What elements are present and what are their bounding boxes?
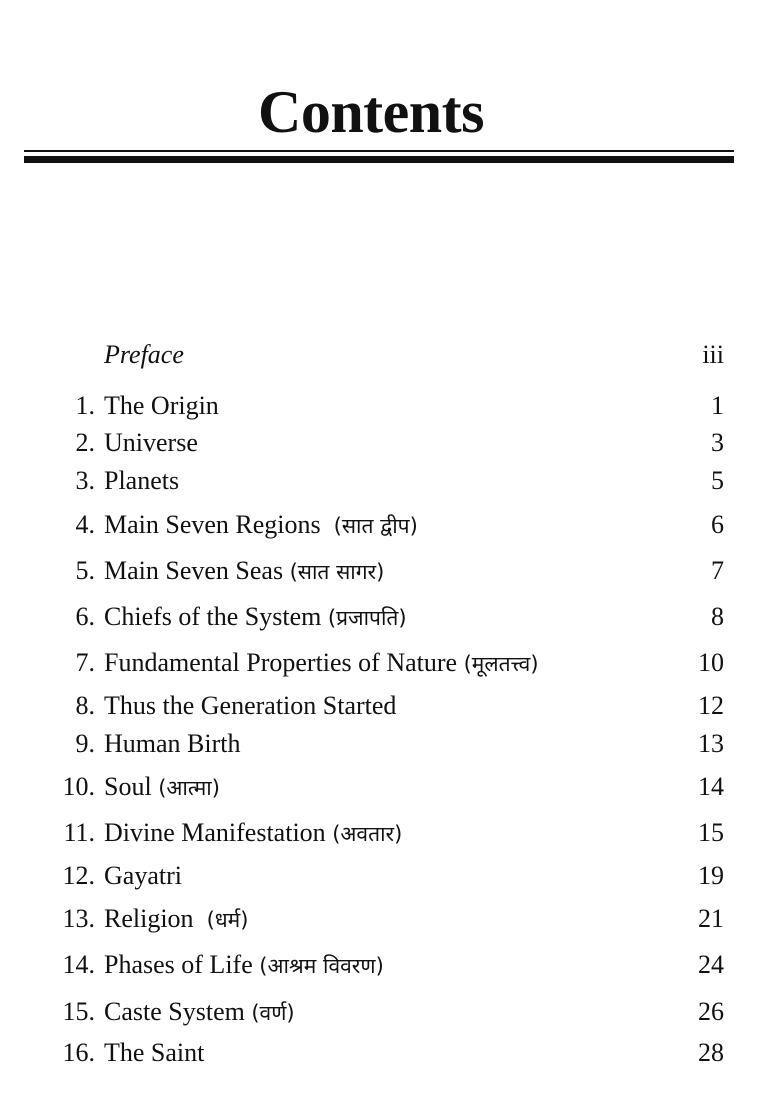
entry-hindi: (मूलतत्त्व) [463, 652, 539, 676]
entry-number: 3. [75, 466, 95, 495]
entry-number: 12. [62, 861, 95, 890]
entry-title: The Saint [104, 1038, 205, 1067]
toc-entry[interactable] [0, 507, 780, 543]
entry-page: 1 [711, 391, 724, 420]
entry-title: Main Seven Regions (सात द्वीप) [104, 510, 418, 539]
entry-page: 6 [711, 510, 724, 539]
entry-title: Thus the Generation Started [104, 691, 397, 720]
entry-page: iii [702, 340, 724, 369]
toc-entry-preface[interactable] [0, 337, 780, 373]
entry-page: 14 [698, 772, 724, 801]
entry-title: Fundamental Properties of Nature (मूलतत्त्व) [104, 648, 539, 677]
entry-page: 5 [711, 466, 724, 495]
toc-entry[interactable] [0, 599, 780, 635]
entry-hindi: (आश्रम विवरण) [259, 954, 384, 978]
entry-hindi: (अवतार) [332, 822, 403, 846]
entry-page: 26 [698, 997, 724, 1026]
entry-title: Caste System (वर्ण) [104, 997, 295, 1026]
entry-title: Chiefs of the System (प्रजापति) [104, 602, 407, 631]
entry-hindi: (वर्ण) [251, 1001, 295, 1025]
entry-title: Preface [104, 340, 184, 369]
title-rule-thick [24, 156, 734, 163]
toc-entry[interactable] [0, 901, 780, 937]
entry-number: 10. [62, 772, 95, 801]
entry-title: Planets [104, 466, 180, 495]
entry-hindi: (धर्म) [206, 908, 249, 932]
toc-entry[interactable] [0, 815, 780, 851]
toc-entry[interactable] [0, 947, 780, 983]
entry-number: 9. [75, 729, 95, 758]
entry-number: 13. [62, 904, 95, 933]
entry-number: 2. [75, 428, 95, 457]
entry-page: 19 [698, 861, 724, 890]
title-rule-thin [24, 150, 734, 152]
entry-page: 21 [698, 904, 724, 933]
entry-page: 10 [698, 648, 724, 677]
entry-number: 4. [75, 510, 95, 539]
entry-title: Human Birth [104, 729, 241, 758]
entry-title: The Origin [104, 391, 219, 420]
entry-page: 13 [698, 729, 724, 758]
entry-title: Phases of Life (आश्रम विवरण) [104, 950, 384, 979]
entry-number: 14. [62, 950, 95, 979]
entry-number: 16. [62, 1038, 95, 1067]
entry-page: 15 [698, 818, 724, 847]
toc-entry[interactable] [0, 769, 780, 805]
entry-page: 8 [711, 602, 724, 631]
entry-hindi: (आत्मा) [158, 776, 220, 800]
entry-page: 3 [711, 428, 724, 457]
toc-entry[interactable] [0, 1035, 780, 1071]
toc-entry[interactable] [0, 553, 780, 589]
toc-entry[interactable] [0, 994, 780, 1030]
entry-number: 11. [63, 818, 95, 847]
toc-entry[interactable] [0, 463, 780, 499]
toc-entry[interactable] [0, 425, 780, 461]
entry-page: 7 [711, 556, 724, 585]
page-title: Contents [257, 79, 484, 145]
entry-title: Universe [104, 428, 198, 457]
entry-hindi: (प्रजापति) [327, 606, 407, 630]
entry-number: 5. [75, 556, 95, 585]
toc-entry[interactable] [0, 645, 780, 681]
toc-entry[interactable] [0, 726, 780, 762]
entry-number: 7. [75, 648, 95, 677]
entry-hindi: (सात द्वीप) [333, 514, 418, 538]
toc-entry[interactable] [0, 688, 780, 724]
entry-page: 28 [698, 1038, 724, 1067]
entry-number: 8. [75, 691, 95, 720]
entry-number: 15. [62, 997, 95, 1026]
entry-number: 6. [75, 602, 95, 631]
toc-entry[interactable] [0, 388, 780, 424]
entry-title: Main Seven Seas (सात सागर) [104, 556, 385, 585]
entry-page: 24 [698, 950, 724, 979]
entry-title: Divine Manifestation (अवतार) [104, 818, 403, 847]
toc-entry[interactable] [0, 858, 780, 894]
entry-hindi: (सात सागर) [289, 560, 385, 584]
entry-number: 1. [75, 391, 95, 420]
entry-page: 12 [698, 691, 724, 720]
entry-title: Religion (धर्म) [104, 904, 249, 933]
entry-title: Gayatri [104, 861, 182, 890]
entry-title: Soul (आत्मा) [104, 772, 220, 801]
